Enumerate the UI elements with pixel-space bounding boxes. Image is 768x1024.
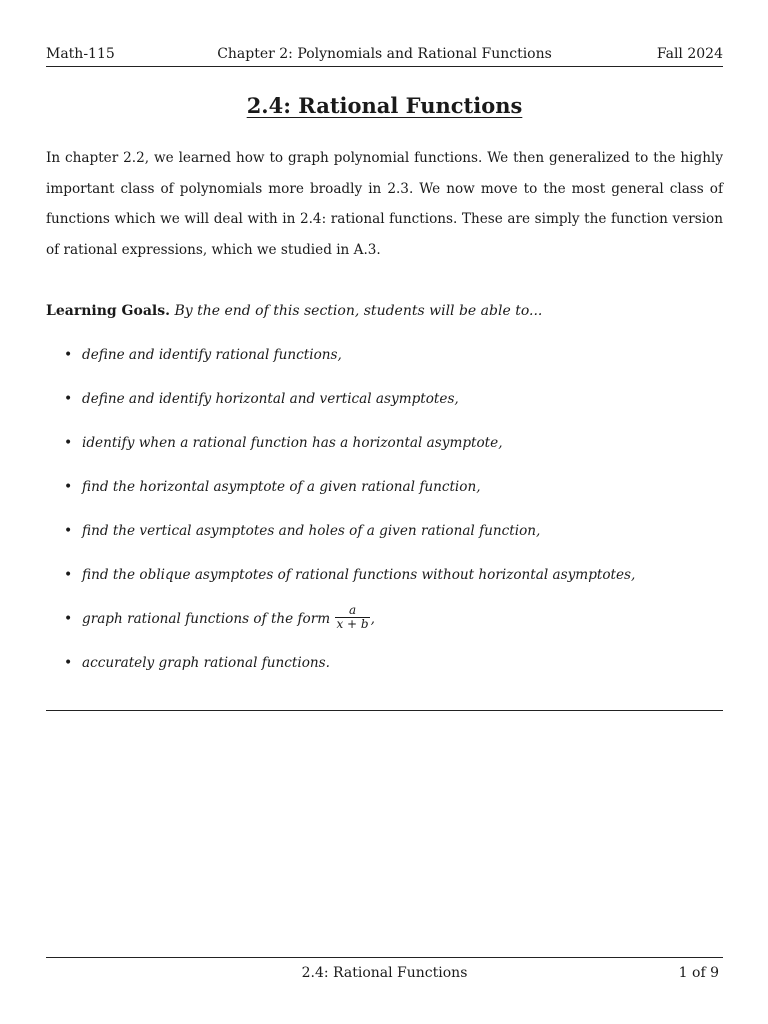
section-title (46, 92, 723, 120)
bullet-icon: • (64, 391, 73, 407)
goal-text: accurately graph rational functions. (82, 655, 330, 671)
page-number: 1 of 9 (678, 965, 719, 981)
footer-section-label: 2.4: Rational Functions (301, 965, 468, 981)
fraction-numerator: a (335, 604, 369, 618)
list-item (64, 474, 724, 518)
list-item (64, 430, 724, 474)
course-label: Math-115 (46, 46, 115, 62)
page-footer (46, 957, 723, 984)
goal-text: find the horizontal asymptote of a given rational function, (82, 479, 481, 495)
fraction-suffix: , (370, 611, 375, 627)
intro-paragraph: In chapter 2.2, we learned how to graph polynomial functions. We then generalized to the highly important class of polynomials more broadly in 2.3. We now move to the most general class of functions which we will deal with in 2.4: rational functions. These are simply the function version of rational expressions, which we studied in A.3. (46, 150, 723, 258)
learning-goals-intro (46, 298, 723, 324)
list-item (64, 518, 724, 562)
bullet-icon: • (64, 435, 73, 451)
bullet-icon: • (64, 611, 73, 627)
list-item (64, 650, 724, 694)
goal-text: define and identify rational functions, (82, 347, 342, 363)
list-item (64, 562, 724, 606)
goal-text: define and identify horizontal and vertical asymptotes, (82, 391, 459, 407)
bullet-icon: • (64, 523, 73, 539)
section-title-text: 2.4: Rational Functions (246, 93, 523, 118)
list-item (64, 603, 724, 650)
goal-text: find the vertical asymptotes and holes of a given rational function, (82, 523, 541, 539)
term-label: Fall 2024 (656, 46, 723, 62)
page-header (46, 44, 723, 67)
bullet-icon: • (64, 567, 73, 583)
list-item (64, 342, 724, 386)
list-item (64, 386, 724, 430)
goal-text: graph rational functions of the form (82, 611, 331, 627)
bullet-icon: • (64, 479, 73, 495)
learning-goals-list (64, 342, 724, 694)
goal-text: find the oblique asymptotes of rational functions without horizontal asymptotes, (82, 567, 636, 583)
chapter-label: Chapter 2: Polynomials and Rational Functions (217, 46, 552, 62)
goal-text: identify when a rational function has a horizontal asymptote, (82, 435, 503, 451)
bullet-icon: • (64, 347, 73, 363)
fraction (335, 604, 369, 631)
bullet-icon: • (64, 655, 73, 671)
section-divider (46, 710, 723, 711)
learning-goals-heading: Learning Goals. (46, 303, 170, 319)
fraction-denominator: x + b (336, 617, 369, 631)
learning-goals-lead: By the end of this section, students will be able to... (174, 303, 543, 319)
